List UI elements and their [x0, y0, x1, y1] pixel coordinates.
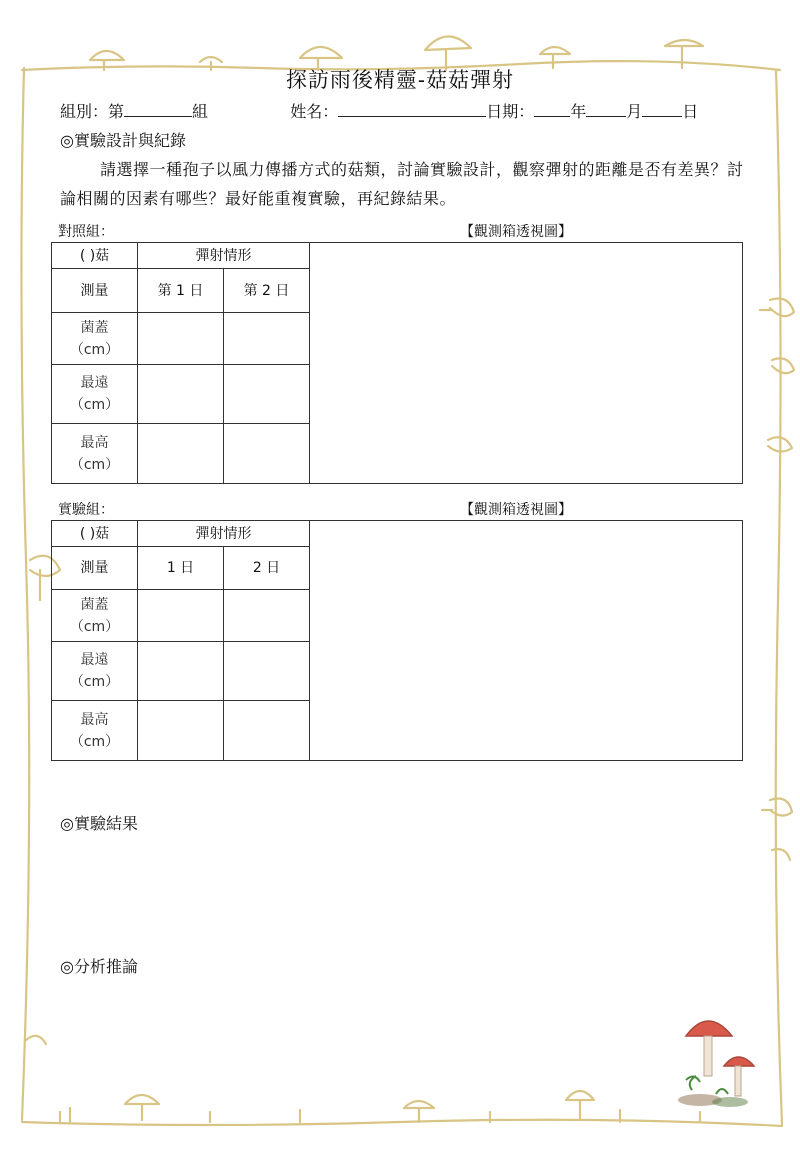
experiment-table	[51, 520, 743, 761]
day1-header: 第 1 日	[138, 269, 224, 313]
measure-header: 測量	[52, 269, 138, 313]
mushroom-illustration	[678, 1021, 754, 1107]
measure-header: 測量	[52, 547, 138, 590]
row-label-cap: 菌蓋 （cm）	[52, 313, 138, 365]
intro-paragraph: 請選擇一種孢子以風力傳播方式的菇類，討論實驗設計，觀察彈射的距離是否有差異？討論相關的因素有哪些？最好能重複實驗，再紀錄結果。	[60, 160, 744, 208]
day1-header: 1 日	[138, 547, 224, 590]
day-blank[interactable]	[642, 102, 682, 117]
control-view-label: 【觀測箱透視圖】	[460, 224, 572, 240]
day2-header: 第 2 日	[224, 269, 310, 313]
page-title: 探訪雨後精靈-菇菇彈射	[285, 68, 515, 92]
day-label: 日	[682, 102, 699, 121]
day2-header: 2 日	[224, 547, 310, 590]
highest-day1-cell[interactable]	[138, 701, 224, 761]
date-label: 日期：	[486, 102, 535, 121]
row-label-farthest: 最遠 （cm）	[52, 642, 138, 701]
mushroom-name-cell[interactable]: ( )菇	[52, 243, 138, 269]
header-info-row	[60, 99, 698, 122]
experiment-group-label: 實驗組：	[58, 502, 114, 518]
section-results-heading: ◎實驗結果	[60, 814, 138, 833]
group-label: 組別：第	[60, 102, 125, 121]
cap-day1-cell[interactable]	[138, 590, 224, 642]
ejection-header: 彈射情形	[138, 243, 310, 269]
year-blank[interactable]	[534, 102, 570, 117]
control-group-label: 對照組：	[58, 224, 114, 240]
group-blank[interactable]	[124, 102, 192, 117]
cap-day2-cell[interactable]	[224, 590, 310, 642]
year-label: 年	[570, 102, 587, 121]
mushroom-name-cell[interactable]: ( )菇	[52, 521, 138, 547]
row-label-farthest: 最遠 （cm）	[52, 365, 138, 424]
name-label: 姓名：	[290, 102, 339, 121]
name-blank[interactable]	[338, 102, 486, 117]
group-suffix: 組	[192, 102, 209, 121]
farthest-day2-cell[interactable]	[224, 642, 310, 701]
section-analysis-heading: ◎分析推論	[60, 957, 138, 976]
observation-box-drawing-area[interactable]	[310, 521, 743, 761]
highest-day1-cell[interactable]	[138, 424, 224, 484]
control-table	[51, 242, 743, 484]
cap-day2-cell[interactable]	[224, 313, 310, 365]
experiment-view-label: 【觀測箱透視圖】	[460, 502, 572, 518]
highest-day2-cell[interactable]	[224, 701, 310, 761]
ejection-header: 彈射情形	[138, 521, 310, 547]
farthest-day2-cell[interactable]	[224, 365, 310, 424]
farthest-day1-cell[interactable]	[138, 365, 224, 424]
row-label-highest: 最高 （cm）	[52, 701, 138, 761]
month-label: 月	[626, 102, 643, 121]
row-label-highest: 最高 （cm）	[52, 424, 138, 484]
month-blank[interactable]	[586, 102, 626, 117]
row-label-cap: 菌蓋 （cm）	[52, 590, 138, 642]
section-design-heading: ◎實驗設計與紀錄	[60, 131, 186, 150]
farthest-day1-cell[interactable]	[138, 642, 224, 701]
observation-box-drawing-area[interactable]	[310, 243, 743, 484]
highest-day2-cell[interactable]	[224, 424, 310, 484]
cap-day1-cell[interactable]	[138, 313, 224, 365]
